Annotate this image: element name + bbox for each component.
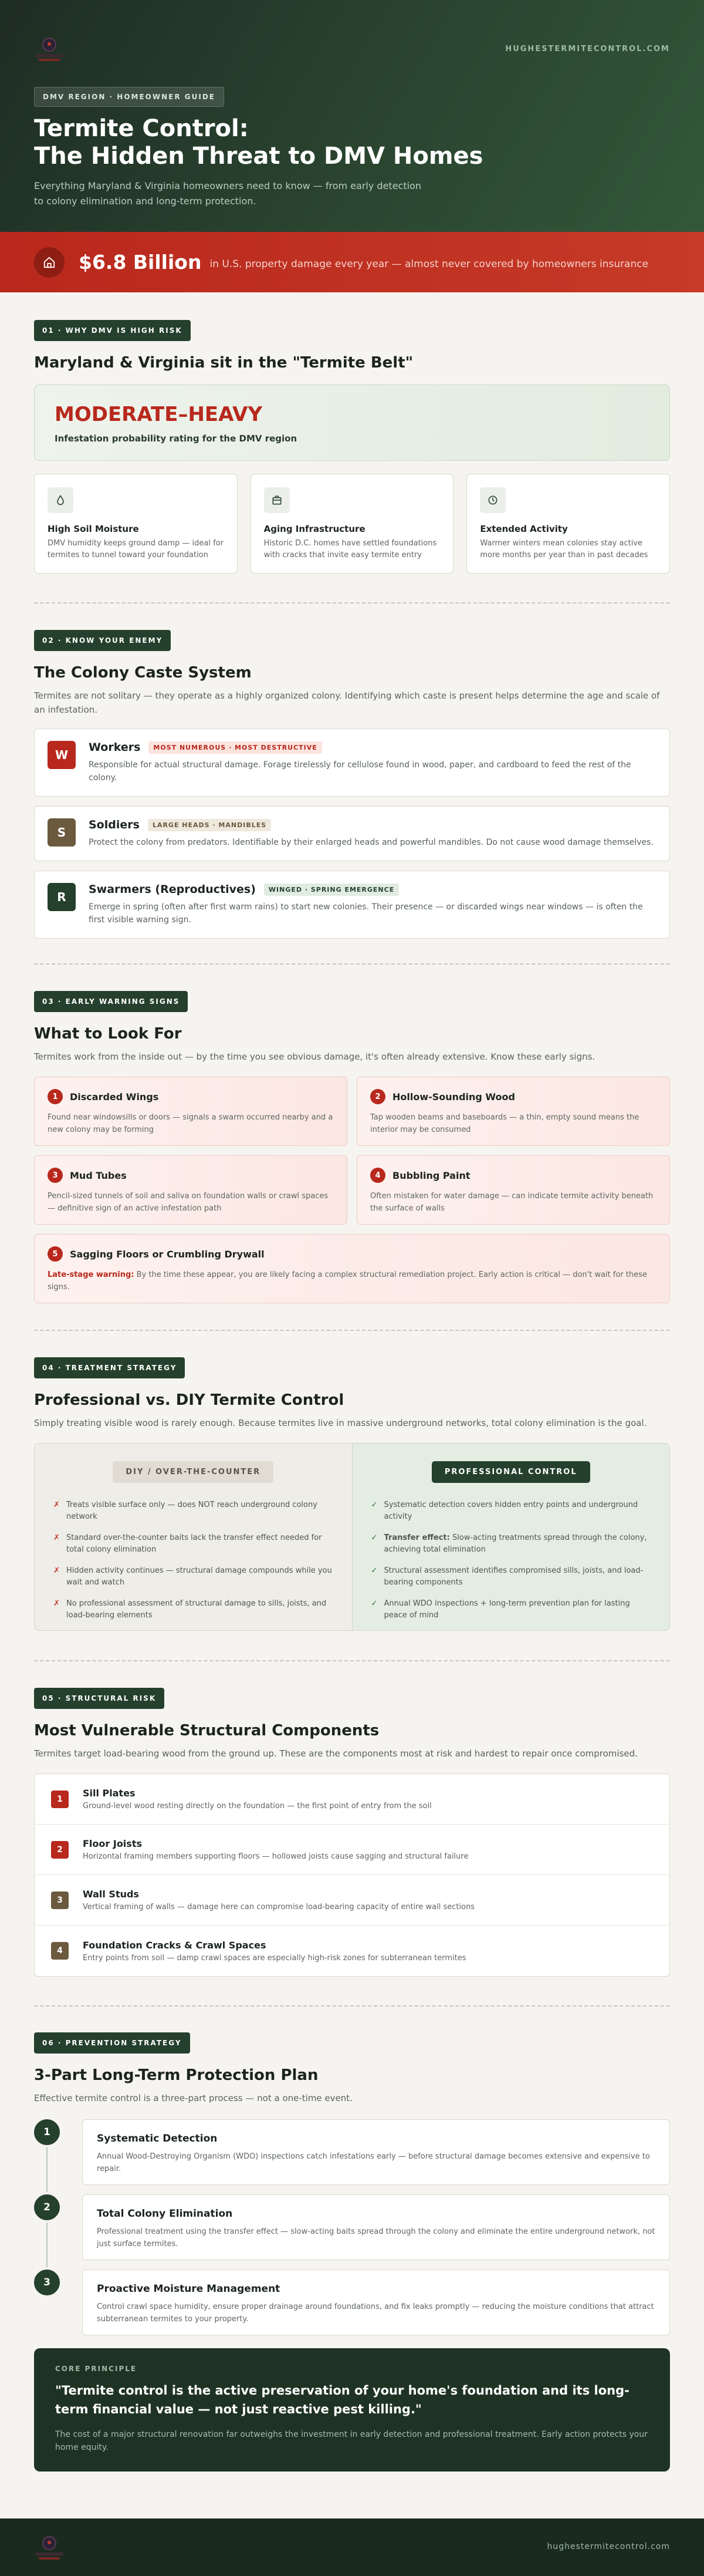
diy-point — [53, 1598, 333, 1621]
diy-point — [53, 1532, 333, 1556]
pro-point — [371, 1532, 651, 1556]
plan-step — [34, 2270, 670, 2335]
list-item — [35, 1926, 669, 1976]
section-description: Termites target load-bearing wood from the ground up. These are the components most at risk and hardest to repair once compromised. — [34, 1748, 638, 1759]
section-description: Simply treating visible wood is rarely enough. Because termites live in massive underground networks, total colony elimination is the goal. — [34, 1418, 647, 1428]
risk-card-title: Extended Activity — [480, 524, 568, 534]
section-title: What to Look For — [34, 1025, 182, 1043]
warning-sign-card — [34, 1155, 347, 1225]
hero-description: Everything Maryland & Virginia homeowners need to know — from early detection to colony elimination and long-term protection. — [34, 180, 421, 207]
section-title: Maryland & Virginia sit in the "Termite Belt" — [34, 354, 414, 372]
site-url[interactable]: HUGHESTERMITECONTROL.COM — [505, 45, 670, 53]
list-item — [35, 1875, 669, 1926]
item-text: Vertical framing of walls — damage here can compromise load-bearing capacity of entire wall sections — [83, 1903, 475, 1911]
check-icon: ✓ — [371, 1533, 378, 1542]
step-title: Systematic Detection — [97, 2133, 218, 2145]
late-stage-text: By the time these appear, you are likely facing a complex structural remediation project. Early action is critical — don't wait for these signs. — [48, 1270, 648, 1292]
brand-logo[interactable] — [34, 34, 65, 65]
step-number: 3 — [32, 2267, 62, 2298]
section-warning-signs — [34, 991, 670, 1303]
item-number: 2 — [51, 1841, 69, 1859]
damage-amount: $6.8 Billion — [79, 251, 202, 274]
x-icon: ✗ — [53, 1501, 60, 1509]
sign-title: Discarded Wings — [70, 1091, 159, 1102]
warning-sign-card — [34, 1077, 347, 1146]
sign-title: Bubbling Paint — [392, 1169, 471, 1181]
section-divider — [34, 1330, 670, 1331]
item-number: 1 — [51, 1791, 69, 1808]
hero-banner — [0, 0, 704, 232]
page-title — [34, 115, 483, 170]
item-number: 4 — [51, 1942, 69, 1960]
item-title: Sill Plates — [83, 1788, 136, 1799]
caste-name: Swarmers (Reproductives) — [89, 883, 256, 896]
sign-text: Pencil-sized tunnels of soil and saliva on foundation walls or crawl spaces — definitive sign of an active infestation path — [48, 1192, 329, 1213]
section-description: Effective termite control is a three-part process — not a one-time event. — [34, 2093, 353, 2103]
sign-title: Mud Tubes — [70, 1169, 127, 1181]
section-tag: 04 · TREATMENT STRATEGY — [34, 1357, 185, 1378]
step-text: Control crawl space humidity, ensure proper drainage around foundations, and fix leaks promptly — reducing the moisture conditions that attract subterranean termites to your property. — [97, 2302, 654, 2324]
warning-sign-card — [357, 1155, 670, 1225]
caste-badge: MOST NUMEROUS · MOST DESTRUCTIVE — [148, 741, 321, 754]
diy-point-text: Hidden activity continues — structural damage compounds while you wait and watch — [66, 1566, 332, 1587]
pro-header: PROFESSIONAL CONTROL — [432, 1461, 590, 1483]
pro-point-bold: Transfer effect: — [384, 1533, 450, 1542]
pro-point — [371, 1499, 651, 1523]
item-text: Entry points from soil — damp crawl spaces are especially high-risk zones for subterranean termites — [83, 1953, 466, 1963]
pro-column — [353, 1444, 670, 1630]
risk-card-title: High Soil Moisture — [48, 524, 139, 534]
diy-point-text: Treats visible surface only — does NOT reach underground colony network — [66, 1501, 317, 1521]
diy-point-text: No professional assessment of structural damage to sills, joists, and load-bearing elements — [66, 1599, 327, 1620]
sign-text: Often mistaken for water damage — can indicate termite activity beneath the surface of walls — [370, 1192, 654, 1213]
section-description: Termites are not solitary — they operate as a highly organized colony. Identifying which caste is present helps determine the age and scale of an infestation. — [34, 690, 660, 715]
section-title: Most Vulnerable Structural Components — [34, 1722, 380, 1739]
section-tag: 01 · WHY DMV IS HIGH RISK — [34, 320, 191, 341]
sign-title: Hollow-Sounding Wood — [392, 1091, 515, 1102]
item-number: 3 — [51, 1891, 69, 1909]
risk-card-text: DMV humidity keeps ground damp — ideal for termites to tunnel toward your foundation — [48, 539, 224, 559]
sign-number: 1 — [48, 1089, 63, 1104]
diy-point-text: Standard over-the-counter baits lack the transfer effect needed for total colony elimination — [66, 1533, 322, 1554]
comparison-table — [34, 1443, 670, 1631]
risk-card — [34, 474, 238, 574]
section-divider — [34, 602, 670, 603]
item-title: Wall Studs — [83, 1889, 139, 1900]
risk-rating: MODERATE–HEAVY — [55, 403, 263, 426]
sign-text — [48, 1269, 656, 1293]
risk-rating-box — [34, 385, 670, 461]
step-title: Proactive Moisture Management — [97, 2283, 280, 2295]
pro-point — [371, 1598, 651, 1621]
caste-letter: R — [48, 883, 76, 911]
sign-number: 4 — [370, 1168, 385, 1183]
item-title: Foundation Cracks & Crawl Spaces — [83, 1939, 266, 1951]
warning-sign-card — [357, 1077, 670, 1146]
home-icon — [34, 247, 65, 278]
section-tag: 05 · STRUCTURAL RISK — [34, 1688, 164, 1709]
caste-name: Soldiers — [89, 818, 140, 831]
pro-point — [371, 1565, 651, 1589]
caste-card-soldiers — [34, 806, 670, 861]
core-quote: "Termite control is the active preservation of your home's foundation and its long-term financial value — not just reactive pest killing." — [55, 2383, 629, 2416]
step-number: 2 — [32, 2192, 62, 2223]
risk-card — [466, 474, 670, 574]
risk-card-title: Aging Infrastructure — [263, 524, 365, 534]
pro-point-text: Structural assessment identifies compromised sills, joists, and load-bearing components — [384, 1566, 644, 1587]
caste-badge: LARGE HEADS · MANDIBLES — [148, 819, 271, 831]
check-icon: ✓ — [371, 1501, 378, 1509]
clock-icon — [480, 487, 506, 513]
title-line-1: Termite Control: — [34, 115, 249, 142]
sign-text: Tap wooden beams and baseboards — a thin, empty sound means the interior may be consumed — [370, 1113, 639, 1134]
plan-step — [34, 2194, 670, 2260]
section-divider — [34, 1660, 670, 1661]
step-text: Annual Wood-Destroying Organism (WDO) inspections catch infestations early — before structural damage becomes extensive and expensive to repair. — [97, 2152, 650, 2173]
section-treatment — [34, 1357, 670, 1631]
section-structural-risk — [34, 1688, 670, 1977]
droplet-icon — [48, 487, 73, 513]
caste-text: Protect the colony from predators. Identifiable by their enlarged heads and powerful mandibles. Do not cause wood damage themselves. — [89, 838, 654, 847]
item-title: Floor Joists — [83, 1838, 142, 1849]
section-high-risk — [34, 320, 670, 574]
sign-number: 5 — [48, 1246, 63, 1262]
pro-point-text: Slow-acting treatments spread through the colony, achieving total elimination — [384, 1533, 647, 1554]
pro-point-text: Systematic detection covers hidden entry points and underground activity — [384, 1501, 638, 1521]
footer — [0, 2518, 704, 2576]
structural-list — [34, 1773, 670, 1977]
check-icon: ✓ — [371, 1599, 378, 1608]
risk-card-text: Historic D.C. homes have settled foundations with cracks that invite easy termite entry — [263, 539, 437, 559]
section-tag: 06 · PREVENTION STRATEGY — [34, 2032, 190, 2054]
pro-point-text: Annual WDO inspections + long-term prevention plan for lasting peace of mind — [384, 1599, 630, 1620]
x-icon: ✗ — [53, 1533, 60, 1542]
damage-description: in U.S. property damage every year — almost never covered by homeowners insurance — [209, 258, 649, 270]
list-item — [35, 1825, 669, 1875]
caste-name: Workers — [89, 741, 141, 754]
diy-point — [53, 1499, 333, 1523]
caste-card-workers — [34, 729, 670, 797]
section-know-enemy — [34, 630, 670, 939]
section-tag: 03 · EARLY WARNING SIGNS — [34, 991, 188, 1012]
plan-step — [34, 2119, 670, 2185]
item-text: Ground-level wood resting directly on the foundation — the first point of entry from the soil — [83, 1802, 432, 1810]
section-tag: 02 · KNOW YOUR ENEMY — [34, 630, 171, 651]
sign-text: Found near windowsills or doors — signals a swarm occurred nearby and a new colony may be forming — [48, 1113, 333, 1134]
sign-number: 3 — [48, 1168, 63, 1183]
caste-letter: W — [48, 741, 76, 769]
risk-rating-caption: Infestation probability rating for the DMV region — [55, 433, 297, 444]
footer-site-link[interactable]: hughestermitecontrol.com — [547, 2542, 670, 2551]
caste-text: Emerge in spring (often after first warm rains) to start new colonies. Their presence — or discarded wings near windows — is often the first visible warning sign. — [89, 902, 643, 925]
core-subtext: The cost of a major structural renovation far outweighs the investment in early detection and professional treatment. Early action protects your home equity. — [55, 2430, 648, 2452]
core-principle-box — [34, 2348, 670, 2472]
risk-card — [251, 474, 454, 574]
section-description: Termites work from the inside out — by the time you see obvious damage, it's often already extensive. Know these early signs. — [34, 1051, 595, 1062]
item-text: Horizontal framing members supporting floors — hollowed joists cause sagging and structural failure — [83, 1852, 469, 1861]
caste-badge: WINGED · SPRING EMERGENCE — [264, 884, 399, 896]
section-title: 3-Part Long-Term Protection Plan — [34, 2066, 319, 2084]
section-prevention — [34, 2032, 670, 2472]
section-divider — [34, 2005, 670, 2007]
caste-text: Responsible for actual structural damage. Forage tirelessly for cellulose found in wood, paper, and cardboard to feed the rest of the colony. — [89, 760, 631, 783]
guide-tag: DMV REGION · HOMEOWNER GUIDE — [34, 87, 224, 107]
step-number: 1 — [32, 2117, 62, 2147]
section-title: Professional vs. DIY Termite Control — [34, 1391, 344, 1409]
footer-logo[interactable] — [34, 2533, 65, 2563]
diy-point — [53, 1565, 333, 1589]
check-icon: ✓ — [371, 1566, 378, 1575]
sign-title: Sagging Floors or Crumbling Drywall — [70, 1248, 265, 1260]
caste-card-swarmers — [34, 871, 670, 939]
core-tag: CORE PRINCIPLE — [55, 2365, 137, 2373]
section-divider — [34, 963, 670, 965]
damage-stat-bar — [0, 232, 704, 292]
x-icon: ✗ — [53, 1566, 60, 1575]
diy-header: DIY / OVER-THE-COUNTER — [113, 1461, 273, 1483]
warning-sign-card-late — [34, 1234, 670, 1303]
diy-column — [35, 1444, 353, 1630]
title-line-2: The Hidden Threat to DMV Homes — [34, 143, 483, 170]
x-icon: ✗ — [53, 1599, 60, 1608]
step-title: Total Colony Elimination — [97, 2208, 233, 2220]
step-text: Professional treatment using the transfer effect — slow-acting baits spread through the colony and eliminate the entire underground network, not just surface termites. — [97, 2227, 655, 2248]
building-icon — [264, 487, 290, 513]
late-stage-label: Late-stage warning: — [48, 1270, 134, 1279]
list-item — [35, 1774, 669, 1825]
caste-letter: S — [48, 818, 76, 847]
sign-number: 2 — [370, 1089, 385, 1104]
risk-card-text: Warmer winters mean colonies stay active more months per year than in past decades — [480, 539, 648, 559]
section-title: The Colony Caste System — [34, 664, 252, 682]
